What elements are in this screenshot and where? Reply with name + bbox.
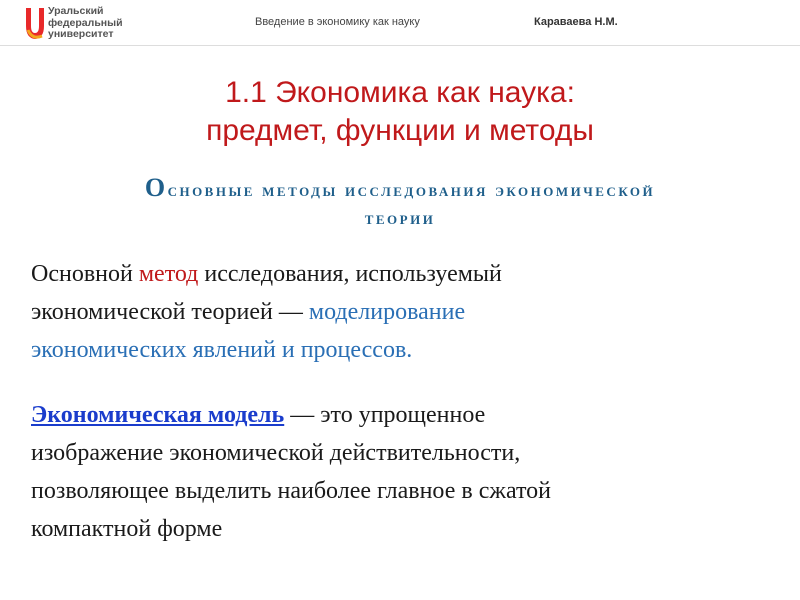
- title-line-2: предмет, функции и методы: [206, 114, 594, 147]
- header: [0, 0, 800, 46]
- university-logo[interactable]: [24, 6, 154, 42]
- subtitle-line-1-rest: сновные методы исследования экономической: [167, 180, 656, 201]
- text-segment: Основной: [31, 261, 139, 287]
- section-subtitle: [40, 174, 760, 233]
- model-definition-paragraph: [31, 396, 761, 548]
- title-line-1: 1.1 Экономика как наука:: [225, 76, 575, 109]
- text-segment: — это упрощенное: [284, 402, 486, 428]
- paragraph-line: позволяющее выделить наиболее главное в сжатой: [31, 478, 551, 504]
- logo-line: Уральский: [48, 5, 104, 17]
- logo-line: федеральный: [48, 16, 123, 29]
- paragraph-line: [31, 396, 761, 434]
- subtitle-line-1: [40, 174, 760, 205]
- ural-university-logo-icon: [24, 6, 46, 42]
- modeling-highlight: моделирование: [308, 299, 466, 325]
- paragraph-line: экономических явлений и процессов.: [31, 337, 413, 363]
- method-highlight: метод: [138, 261, 199, 287]
- logo-text: [48, 6, 123, 41]
- paragraph-line: изображение экономической действительности,: [31, 440, 521, 466]
- subtitle-initial: О: [144, 173, 168, 202]
- paragraph-line: компактной форме: [31, 516, 223, 542]
- method-paragraph: [31, 255, 761, 369]
- author-name: Караваева Н.М.: [534, 16, 618, 28]
- page-title: [0, 74, 800, 150]
- economic-model-link[interactable]: Экономическая модель: [31, 402, 285, 428]
- paragraph-line: [31, 293, 761, 331]
- text-segment: исследования, используемый: [198, 261, 502, 287]
- text-segment: экономической теорией —: [31, 299, 309, 325]
- header-divider: [0, 45, 800, 46]
- subtitle-line-2: теории: [364, 208, 436, 229]
- logo-line: университет: [48, 28, 114, 40]
- course-title: Введение в экономику как науку: [255, 16, 420, 28]
- paragraph-line: [31, 255, 761, 293]
